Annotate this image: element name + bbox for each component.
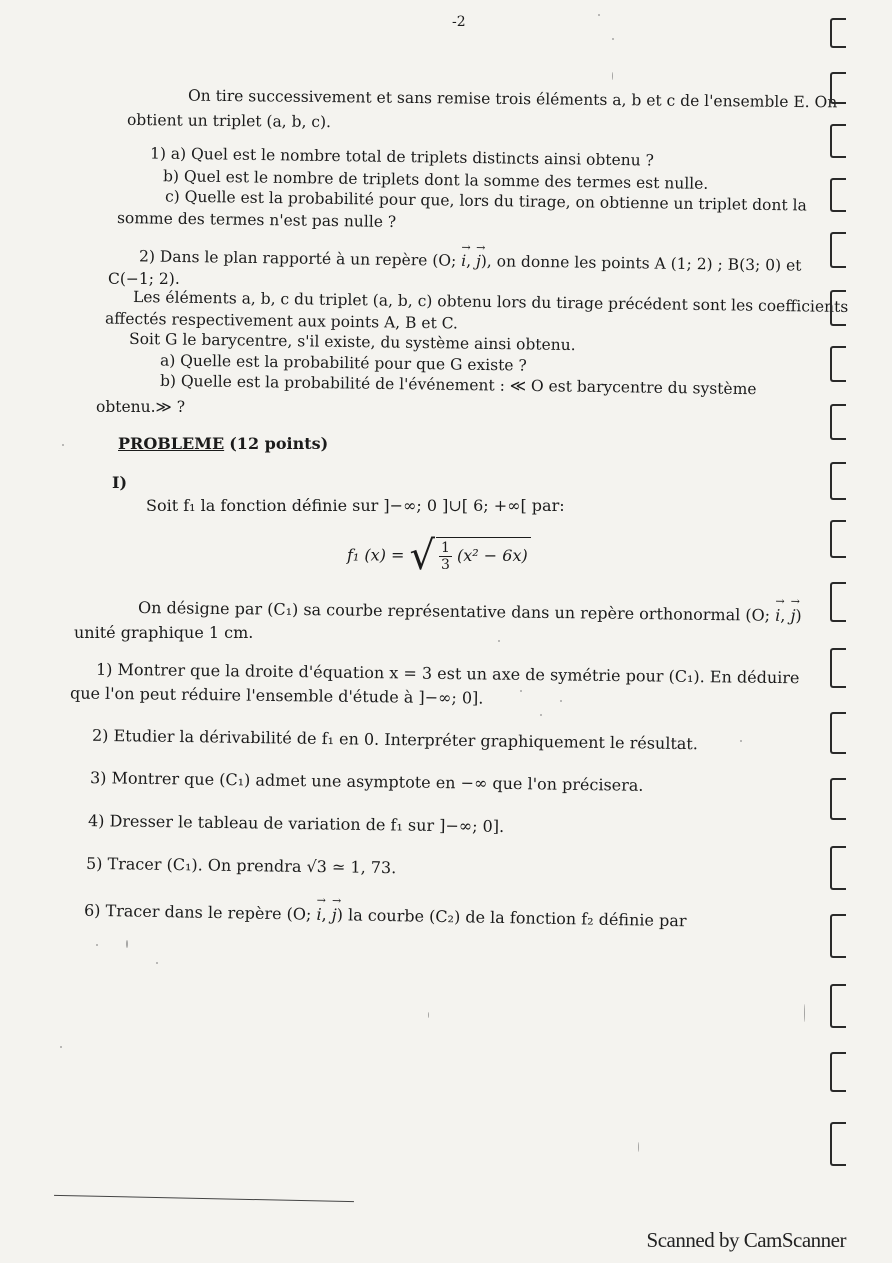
item-1-line-1: 1) Montrer que la droite d'équation x = 3 est un axe de symétrie pour (C₁). En déduire xyxy=(95,659,800,688)
binder-mark xyxy=(830,72,846,104)
probleme-header xyxy=(118,434,328,453)
binder-mark xyxy=(830,124,846,158)
formula-numerator: 1 xyxy=(441,539,450,556)
vector-i: → i xyxy=(461,252,466,270)
design-line-1: On désigne par (C₁) sa courbe représentative dans un repère orthonormal (O; → i, → j) xyxy=(138,598,802,625)
probleme-title: PROBLEME xyxy=(118,434,225,453)
binder-mark xyxy=(830,232,846,268)
binder-mark xyxy=(830,984,846,1028)
item-2: 2) Etudier la dérivabilité de f₁ en 0. Interpréter graphiquement le résultat. xyxy=(91,725,699,754)
formula-denominator: 3 xyxy=(441,556,450,573)
binder-mark xyxy=(830,712,846,754)
item-4: 4) Dresser le tableau de variation de f₁ sur ]−∞; 0]. xyxy=(87,811,505,836)
part-one-label: I) xyxy=(112,473,128,492)
item-3: 3) Montrer que (C₁) admet une asymptote en −∞ que l'on précisera. xyxy=(89,768,644,795)
binder-mark xyxy=(830,290,846,326)
binder-mark xyxy=(830,404,846,440)
function-definition: Soit f₁ la fonction définie sur ]−∞; 0 ]∪[ 6; +∞[ par: xyxy=(146,496,565,515)
item-6: 6) Tracer dans le repère (O; → i, → j) la courbe (C₂) de la fonction f₂ définie par xyxy=(84,901,687,931)
binder-mark xyxy=(830,18,846,48)
item-5: 5) Tracer (C₁). On prendra √3 ≃ 1, 73. xyxy=(85,853,397,878)
binder-mark xyxy=(830,178,846,212)
probleme-points: (12 points) xyxy=(229,434,329,453)
vector-j: → j xyxy=(476,252,481,270)
binder-mark xyxy=(830,1122,846,1166)
question-2-para-line-1: Les éléments a, b, c du triplet (a, b, c) obtenu lors du tirage précédent sont les coefficients xyxy=(132,288,849,316)
intro-line-1: On tire successivement et sans remise trois éléments a, b et c de l'ensemble E. On xyxy=(187,86,838,112)
item-6-text-a: 6) Tracer dans le repère (O; xyxy=(83,900,312,924)
question-1c-line-2: somme des termes n'est pas nulle ? xyxy=(116,209,397,231)
question-2-g-line: Soit G le barycentre, s'il existe, du système ainsi obtenu. xyxy=(128,329,576,355)
formula-lhs: f₁ (x) = xyxy=(347,545,405,565)
question-2-text-a: 2) Dans le plan rapporté à un repère (O; xyxy=(138,247,457,270)
question-1b: b) Quel est le nombre de triplets dont la somme des termes est nulle. xyxy=(162,167,709,193)
question-2-line-2: C(−1; 2). xyxy=(108,270,180,288)
question-2b-line-2: obtenu.≫ ? xyxy=(96,398,186,416)
page-number: -2 xyxy=(452,14,466,30)
question-1a: 1) a) Quel est le nombre total de triplets distincts ainsi obtenu ? xyxy=(149,144,655,170)
formula-rest: (x² − 6x) xyxy=(457,545,528,565)
binder-mark xyxy=(830,778,846,820)
item-1-line-2: que l'on peut réduire l'ensemble d'étude à ]−∞; 0]. xyxy=(69,683,484,708)
question-1c-line-1: c) Quelle est la probabilité pour que, lors du tirage, on obtienne un triplet dont la xyxy=(164,187,807,215)
intro-line-2: obtient un triplet (a, b, c). xyxy=(126,110,332,132)
question-2b-line-1: b) Quelle est la probabilité de l'événement : ≪ O est barycentre du système xyxy=(159,371,757,399)
question-2-para-line-2: affectés respectivement aux points A, B et C. xyxy=(104,309,459,333)
binder-mark xyxy=(830,914,846,958)
question-2-line-1: 2) Dans le plan rapporté à un repère (O; → i, → j), on donne les points A (1; 2) ; B(3; 0) et xyxy=(139,247,802,274)
vector-i-3: → i xyxy=(316,905,321,924)
vector-j-3: → j xyxy=(332,905,337,924)
vector-j-2: → j xyxy=(790,606,795,625)
formula: f₁ (x) = √ $\frac{1}{3}$ (x² − 6x) xyxy=(347,536,531,576)
question-2a: a) Quelle est la probabilité pour que G existe ? xyxy=(159,351,527,375)
question-2-text-b: ), on donne les points A (1; 2) ; B(3; 0) et xyxy=(480,252,802,275)
design-text-b: ) xyxy=(795,605,802,626)
camscanner-watermark: Scanned by CamScanner xyxy=(646,1228,846,1252)
vector-i-2: → i xyxy=(775,606,780,625)
design-text-a: On désigne par (C₁) sa courbe représentative dans un repère orthonormal (O; xyxy=(137,597,771,625)
binder-mark xyxy=(830,462,846,500)
binder-mark xyxy=(830,582,846,622)
item-6-text-b: ) la courbe (C₂) de la fonction f₂ définie par xyxy=(336,905,687,931)
binder-mark xyxy=(830,648,846,688)
binder-mark xyxy=(830,346,846,382)
design-line-2: unité graphique 1 cm. xyxy=(74,623,254,642)
binder-mark xyxy=(830,520,846,558)
binder-mark xyxy=(830,1052,846,1092)
binder-mark xyxy=(830,846,846,890)
